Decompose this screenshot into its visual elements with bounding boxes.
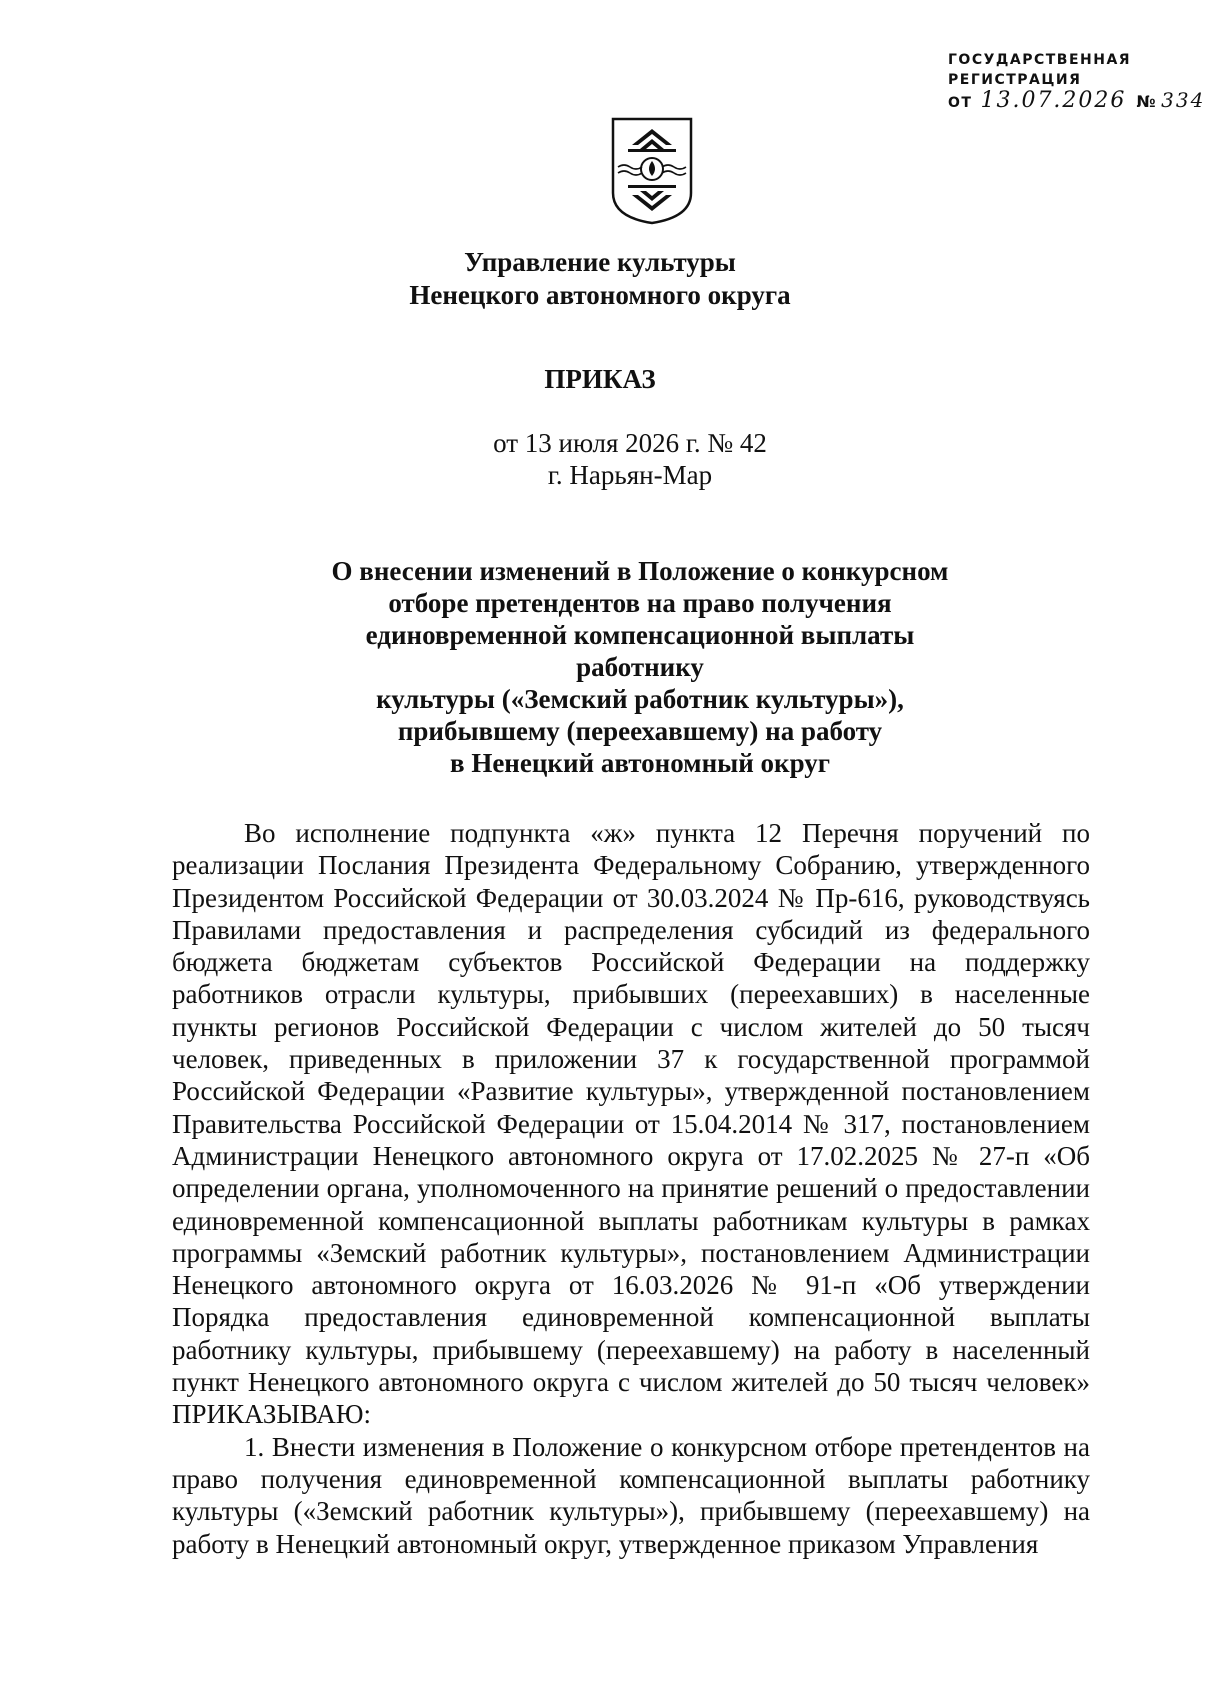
stamp-date: 13.07.2026 (980, 88, 1127, 113)
stamp-line-3 (948, 90, 1205, 113)
title-line: в Ненецкий автономный округ (449, 748, 830, 778)
organization-name-line-2: Ненецкого автономного округа (409, 280, 791, 310)
document-type: ПРИКАЗ (544, 364, 656, 394)
stamp-line-2: РЕГИСТРАЦИЯ (948, 72, 1082, 88)
body-paragraph-2: 1. Внести изменения в Положение о конкурсном отборе претендентов на право получения единовременной компенсационной выплаты работнику культуры («Земский работник культуры»), прибывшему (переехавшему) на работу в Ненецкий автономный округ, утвержденное приказом Управления (172, 1431, 1090, 1559)
title-line: отборе претендентов на право получения (388, 588, 892, 618)
organization-name-line-1: Управление культуры (464, 247, 736, 277)
coat-of-arms-icon (610, 115, 694, 225)
stamp-line-1: ГОСУДАРСТВЕННАЯ (948, 52, 1132, 68)
document-title (300, 555, 980, 779)
document-city: г. Нарьян-Мар (547, 460, 713, 490)
body-paragraph-1: Во исполнение подпункта «ж» пункта 12 Перечня поручений по реализации Послания Президента Федеральному Собранию, утвержденного Президентом Российской Федерации от 30.03.2024 № Пр-616, руководствуясь Правилами предоставления и распределения субсидий из федерального бюджета бюджетам субъектов Российской Федерации на поддержку работников отрасли культуры, прибывших (переехавших) в населенные пункты регионов Российской Федерации с числом жителей до 50 тысяч человек, приведенных в приложении 37 к государственной программой Российской Федерации «Развитие культуры», утвержденной постановлением Правительства Российской Федерации от 15.04.2014 № 317, постановлением Администрации Ненецкого автономного округа от 17.02.2025 № 27-п «Об определении органа, уполномоченного на принятие решений о предоставлении единовременной компенсационной выплаты работникам культуры в рамках программы «Земский работник культуры», постановлением Администрации Ненецкого автономного округа от 16.03.2026 № 91-п «Об утверждении Порядка предоставления единовременной компенсационной выплаты работнику культуры, прибывшему (переехавшему) на работу в населенный пункт Ненецкого автономного округа с числом жителей до 50 тысяч человек» ПРИКАЗЫВАЮ: (172, 818, 1090, 1430)
stamp-number: 334 (1161, 88, 1206, 112)
registration-stamp (948, 50, 1205, 113)
title-line: прибывшему (переехавшему) на работу (397, 716, 883, 746)
document-body (172, 817, 1090, 1560)
title-line: культуры («Земский работник культуры»), (376, 684, 904, 714)
stamp-prefix: ОТ (948, 95, 973, 111)
stamp-number-sign: № (1136, 92, 1158, 111)
title-line: единовременной компенсационной выплаты работнику (365, 620, 915, 682)
title-line: О внесении изменений в Положение о конкурсном (331, 556, 949, 586)
document-date-number: от 13 июля 2026 г. № 42 (493, 428, 767, 458)
